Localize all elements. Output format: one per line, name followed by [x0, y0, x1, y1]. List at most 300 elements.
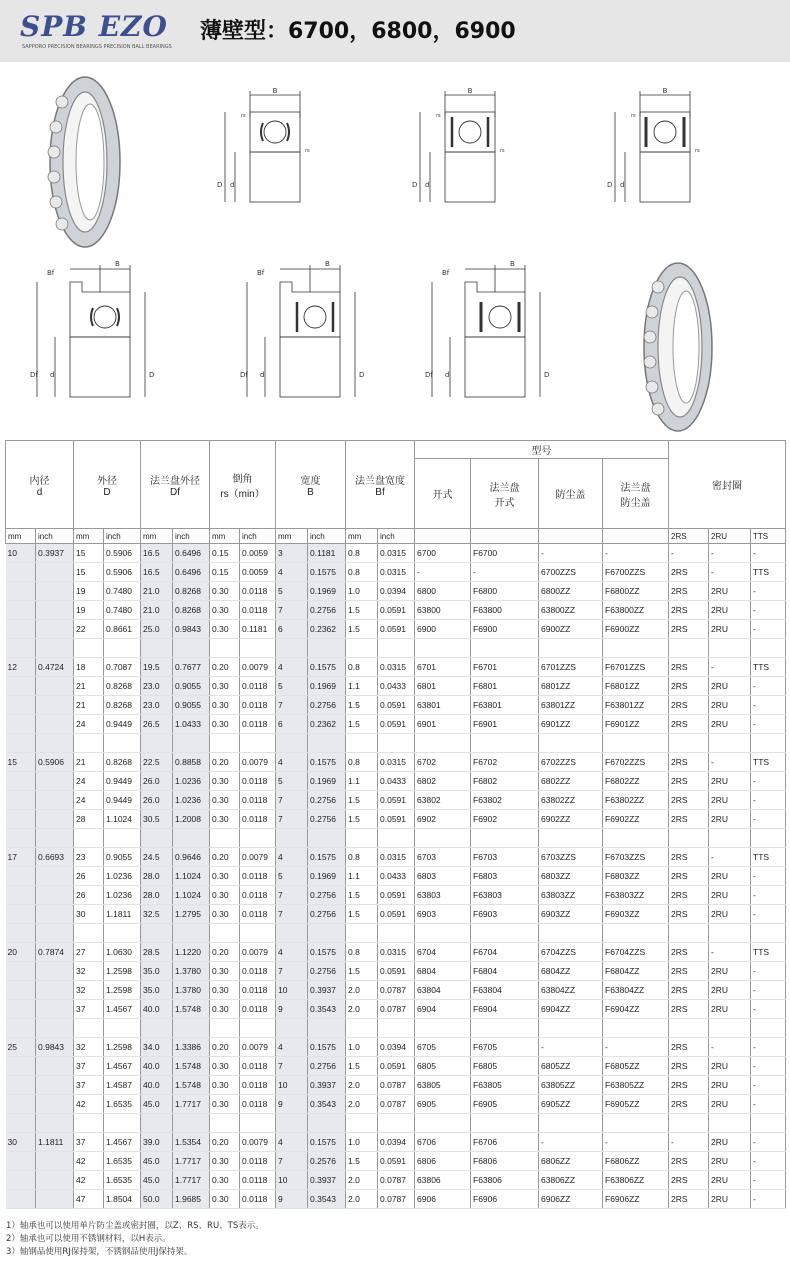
table-cell: 42: [74, 1152, 104, 1171]
table-cell: F6703: [471, 848, 539, 867]
table-cell: 5: [276, 772, 308, 791]
table-cell: 0.0591: [378, 810, 415, 829]
spacer-cell: [240, 1114, 276, 1133]
bore-mm-cell: [6, 1152, 36, 1171]
table-cell: 0.0118: [240, 601, 276, 620]
table-cell: 0.0118: [240, 715, 276, 734]
spacer-cell: [603, 734, 669, 753]
table-cell: -: [751, 886, 786, 905]
table-cell: F63802ZZ: [603, 791, 669, 810]
table-cell: 0.0591: [378, 791, 415, 810]
table-cell: 4: [276, 1038, 308, 1057]
table-cell: 0.8858: [173, 753, 210, 772]
table-cell: 0.15: [210, 563, 240, 582]
spacer-cell: [104, 1114, 141, 1133]
table-cell: 2RS: [669, 715, 709, 734]
col-header-seal: 密封圈: [669, 441, 786, 529]
bore-inch-cell: 0.3937: [36, 544, 74, 563]
table-cell: TTS: [751, 563, 786, 582]
spacer-cell: [415, 734, 471, 753]
table-cell: 16.5: [141, 544, 173, 563]
table-cell: 63803ZZ: [539, 886, 603, 905]
spacer-cell: [173, 1114, 210, 1133]
table-cell: 0.0118: [240, 677, 276, 696]
table-cell: 35.0: [141, 981, 173, 1000]
spacer-cell: [104, 829, 141, 848]
table-cell: 23.0: [141, 696, 173, 715]
table-cell: 21: [74, 677, 104, 696]
table-cell: 1.5: [346, 886, 378, 905]
col-header-Df: 法兰盘外径 Df: [141, 441, 210, 529]
table-cell: F63802: [471, 791, 539, 810]
spacer-cell: [36, 1114, 74, 1133]
unit-header: inch: [36, 529, 74, 544]
table-cell: F6903: [471, 905, 539, 924]
table-cell: 2RS: [669, 601, 709, 620]
table-cell: 0.0315: [378, 563, 415, 582]
table-cell: -: [751, 772, 786, 791]
table-cell: 0.7480: [104, 601, 141, 620]
table-cell: 19: [74, 601, 104, 620]
table-row: [6, 943, 786, 962]
table-cell: F6903ZZ: [603, 905, 669, 924]
spacer-cell: [6, 734, 36, 753]
table-cell: 6904ZZ: [539, 1000, 603, 1019]
table-cell: 2.0: [346, 1076, 378, 1095]
table-cell: 45.0: [141, 1171, 173, 1190]
table-cell: 24.5: [141, 848, 173, 867]
table-cell: TTS: [751, 848, 786, 867]
table-cell: 1.5: [346, 1152, 378, 1171]
table-cell: 0.30: [210, 867, 240, 886]
table-cell: 2RS: [669, 1171, 709, 1190]
spacer-cell: [74, 1019, 104, 1038]
table-row: [6, 563, 786, 582]
table-cell: -: [539, 1133, 603, 1152]
table-cell: 6903: [415, 905, 471, 924]
table-cell: 0.8268: [173, 582, 210, 601]
table-cell: 0.9055: [173, 677, 210, 696]
spacer-cell: [539, 1114, 603, 1133]
table-row: [6, 544, 786, 563]
table-cell: 6705: [415, 1038, 471, 1057]
table-cell: 7: [276, 696, 308, 715]
logo-wordmark: SPB EZO: [20, 10, 168, 43]
table-cell: 7: [276, 601, 308, 620]
spacer-cell: [6, 639, 36, 658]
table-cell: -: [751, 1038, 786, 1057]
table-cell: 40.0: [141, 1076, 173, 1095]
table-cell: 0.0079: [240, 943, 276, 962]
svg-text:Bf: Bf: [442, 269, 450, 277]
table-cell: 6900ZZ: [539, 620, 603, 639]
table-cell: F6701: [471, 658, 539, 677]
table-cell: -: [751, 1152, 786, 1171]
bore-inch-cell: [36, 1152, 74, 1171]
table-cell: 6805: [415, 1057, 471, 1076]
table-cell: F63800: [471, 601, 539, 620]
table-cell: -: [751, 696, 786, 715]
table-row: [6, 1095, 786, 1114]
table-cell: 0.9055: [173, 696, 210, 715]
footnotes: [6, 1220, 264, 1259]
spacer-cell: [141, 734, 173, 753]
table-cell: 0.1575: [308, 658, 346, 677]
table-cell: 1.2598: [104, 1038, 141, 1057]
table-cell: 0.1181: [240, 620, 276, 639]
table-cell: 0.8268: [104, 677, 141, 696]
table-cell: 9: [276, 1190, 308, 1209]
table-cell: 28.0: [141, 886, 173, 905]
footnote: 3）轴钢品使用RJ保持架，不锈钢品使用J保持架。: [6, 1247, 193, 1257]
table-row: [6, 1133, 786, 1152]
spacer-cell: [471, 1114, 539, 1133]
spacer-cell: [378, 1019, 415, 1038]
bore-mm-cell: 12: [6, 658, 36, 677]
table-cell: 1.4587: [104, 1076, 141, 1095]
spacer-cell: [709, 829, 751, 848]
table-cell: 2RS: [669, 886, 709, 905]
table-cell: 22: [74, 620, 104, 639]
bore-inch-cell: [36, 1095, 74, 1114]
spacer-cell: [141, 924, 173, 943]
table-cell: 0.3937: [308, 1076, 346, 1095]
table-cell: 19.5: [141, 658, 173, 677]
table-cell: 63801: [415, 696, 471, 715]
table-cell: 0.2576: [308, 1152, 346, 1171]
bore-mm-cell: [6, 563, 36, 582]
table-row: [6, 810, 786, 829]
svg-text:Df: Df: [425, 371, 433, 379]
spacer-cell: [276, 734, 308, 753]
spacer-cell: [240, 639, 276, 658]
spacer-cell: [74, 829, 104, 848]
table-cell: 0.0394: [378, 1038, 415, 1057]
spacer-cell: [36, 734, 74, 753]
table-row: [6, 1057, 786, 1076]
table-cell: F63804: [471, 981, 539, 1000]
spacer-cell: [104, 639, 141, 658]
bore-mm-cell: [6, 886, 36, 905]
bore-inch-cell: [36, 1076, 74, 1095]
table-cell: 42: [74, 1171, 104, 1190]
table-cell: -: [751, 1000, 786, 1019]
group-spacer-row: [6, 1019, 786, 1038]
table-cell: 63800ZZ: [539, 601, 603, 620]
spacer-cell: [141, 1114, 173, 1133]
spacer-cell: [603, 1114, 669, 1133]
table-cell: 1.3780: [173, 981, 210, 1000]
svg-text:d: d: [260, 371, 265, 379]
bore-mm-cell: [6, 1190, 36, 1209]
table-cell: 0.3937: [308, 981, 346, 1000]
spacer-cell: [74, 924, 104, 943]
bore-inch-cell: [36, 620, 74, 639]
table-cell: 0.7677: [173, 658, 210, 677]
table-cell: 35.0: [141, 962, 173, 981]
spacer-cell: [210, 734, 240, 753]
table-cell: -: [669, 544, 709, 563]
svg-text:B: B: [272, 87, 278, 95]
spacer-cell: [751, 829, 786, 848]
table-cell: 2RS: [669, 810, 709, 829]
table-cell: 0.6496: [173, 544, 210, 563]
table-row: [6, 677, 786, 696]
spacer-cell: [173, 639, 210, 658]
table-cell: -: [751, 1133, 786, 1152]
table-cell: 2.0: [346, 1000, 378, 1019]
table-cell: 0.7480: [104, 582, 141, 601]
table-cell: 0.9449: [104, 791, 141, 810]
spacer-cell: [539, 734, 603, 753]
table-cell: F6900ZZ: [603, 620, 669, 639]
table-cell: 6905: [415, 1095, 471, 1114]
table-cell: 0.0118: [240, 772, 276, 791]
table-cell: 5: [276, 677, 308, 696]
table-cell: 0.0591: [378, 886, 415, 905]
spacer-cell: [669, 734, 709, 753]
table-cell: 7: [276, 810, 308, 829]
table-cell: F6902: [471, 810, 539, 829]
table-cell: 2RS: [669, 1076, 709, 1095]
table-cell: 0.3543: [308, 1190, 346, 1209]
table-cell: 0.7087: [104, 658, 141, 677]
table-cell: 1.0236: [104, 867, 141, 886]
table-cell: 0.0118: [240, 905, 276, 924]
spacer-cell: [346, 1114, 378, 1133]
table-cell: 0.15: [210, 544, 240, 563]
unit-header: mm: [276, 529, 308, 544]
table-cell: 0.0118: [240, 886, 276, 905]
bearing-photo-open: [30, 72, 125, 252]
spacer-cell: [104, 734, 141, 753]
table-cell: F6701ZZS: [603, 658, 669, 677]
bearing-drawings: [0, 62, 790, 437]
table-cell: 0.2756: [308, 810, 346, 829]
spacer-cell: [276, 1019, 308, 1038]
table-cell: 0.0118: [240, 1171, 276, 1190]
table-cell: 21: [74, 696, 104, 715]
table-cell: 1.1220: [173, 943, 210, 962]
table-cell: F6803ZZ: [603, 867, 669, 886]
spacer-cell: [210, 639, 240, 658]
table-cell: 0.0079: [240, 848, 276, 867]
table-cell: 2RU: [709, 905, 751, 924]
table-cell: -: [751, 1057, 786, 1076]
table-cell: 0.1181: [308, 544, 346, 563]
bore-mm-cell: 30: [6, 1133, 36, 1152]
table-cell: 6803: [415, 867, 471, 886]
spacer-cell: [346, 734, 378, 753]
spacer-cell: [346, 1019, 378, 1038]
table-cell: 0.3937: [308, 1171, 346, 1190]
table-cell: 18: [74, 658, 104, 677]
footnote: 1）轴承也可以使用单片防尘盖或密封圈，以Z、RS、RU、TS表示。: [6, 1221, 264, 1231]
svg-text:Bf: Bf: [47, 269, 55, 277]
table-cell: -: [751, 905, 786, 924]
spacer-cell: [36, 924, 74, 943]
table-cell: 45.0: [141, 1152, 173, 1171]
table-cell: -: [751, 1095, 786, 1114]
table-cell: 0.20: [210, 943, 240, 962]
table-cell: 63804: [415, 981, 471, 1000]
table-cell: 0.30: [210, 1000, 240, 1019]
table-cell: 1.0236: [173, 772, 210, 791]
bore-inch-cell: [36, 791, 74, 810]
table-cell: 0.2756: [308, 962, 346, 981]
spacer-cell: [6, 1114, 36, 1133]
table-cell: 0.8661: [104, 620, 141, 639]
col-header-flange-open: 法兰盘 开式: [471, 459, 539, 529]
bore-inch-cell: [36, 1000, 74, 1019]
col-header-Bf: 法兰盘宽度 Bf: [346, 441, 415, 529]
table-cell: 6802ZZ: [539, 772, 603, 791]
bore-inch-cell: 1.1811: [36, 1133, 74, 1152]
svg-text:d: d: [445, 371, 450, 379]
table-cell: -: [751, 544, 786, 563]
table-cell: 4: [276, 943, 308, 962]
table-cell: 37: [74, 1000, 104, 1019]
table-cell: 9: [276, 1095, 308, 1114]
bore-inch-cell: [36, 582, 74, 601]
table-cell: 24: [74, 791, 104, 810]
table-cell: 27: [74, 943, 104, 962]
table-cell: 63805: [415, 1076, 471, 1095]
table-cell: 1.0: [346, 582, 378, 601]
table-cell: -: [751, 1190, 786, 1209]
bore-mm-cell: 10: [6, 544, 36, 563]
table-cell: -: [751, 582, 786, 601]
table-cell: -: [709, 753, 751, 772]
bore-mm-cell: 15: [6, 753, 36, 772]
svg-text:d: d: [620, 181, 625, 189]
table-cell: 0.30: [210, 1095, 240, 1114]
table-cell: 28.5: [141, 943, 173, 962]
svg-text:d: d: [50, 371, 55, 379]
units-row: [6, 529, 786, 544]
svg-text:B: B: [325, 260, 330, 268]
svg-text:D: D: [149, 371, 155, 379]
table-cell: 2RU: [709, 1057, 751, 1076]
table-cell: -: [471, 563, 539, 582]
bore-inch-cell: [36, 981, 74, 1000]
spacer-cell: [751, 1114, 786, 1133]
col-header-rs: 倒角 rs（min）: [210, 441, 276, 529]
table-cell: 1.0: [346, 1038, 378, 1057]
spacer-cell: [36, 829, 74, 848]
table-row: [6, 886, 786, 905]
bore-inch-cell: [36, 905, 74, 924]
spacer-cell: [173, 924, 210, 943]
table-cell: 0.3543: [308, 1095, 346, 1114]
table-cell: 0.20: [210, 658, 240, 677]
table-cell: F63806ZZ: [603, 1171, 669, 1190]
table-cell: 1.5: [346, 905, 378, 924]
table-cell: F6700: [471, 544, 539, 563]
table-cell: 63801ZZ: [539, 696, 603, 715]
group-spacer-row: [6, 829, 786, 848]
spacer-cell: [173, 829, 210, 848]
table-cell: -: [415, 563, 471, 582]
svg-text:Df: Df: [30, 371, 38, 379]
table-cell: 1.5748: [173, 1076, 210, 1095]
table-cell: 0.0591: [378, 962, 415, 981]
bore-mm-cell: [6, 810, 36, 829]
table-cell: 0.8: [346, 943, 378, 962]
table-cell: 2RS: [669, 620, 709, 639]
spacer-cell: [603, 829, 669, 848]
table-cell: 2RU: [709, 715, 751, 734]
table-cell: 1.8504: [104, 1190, 141, 1209]
table-cell: 6900: [415, 620, 471, 639]
table-cell: 0.0079: [240, 658, 276, 677]
table-row: [6, 1152, 786, 1171]
table-cell: 63800: [415, 601, 471, 620]
table-cell: 0.30: [210, 772, 240, 791]
table-cell: F6900: [471, 620, 539, 639]
table-cell: 6801: [415, 677, 471, 696]
table-cell: 2RU: [709, 1171, 751, 1190]
table-row: [6, 981, 786, 1000]
table-cell: 0.30: [210, 696, 240, 715]
table-cell: 0.2756: [308, 601, 346, 620]
table-cell: 21.0: [141, 582, 173, 601]
table-cell: 3: [276, 544, 308, 563]
table-cell: 1.1: [346, 867, 378, 886]
spacer-cell: [471, 639, 539, 658]
spacer-cell: [104, 1019, 141, 1038]
page-title: 薄壁型：6700，6800，6900: [200, 19, 516, 44]
spacer-cell: [415, 829, 471, 848]
spacer-cell: [240, 734, 276, 753]
svg-text:rs: rs: [500, 148, 505, 154]
table-cell: 7: [276, 962, 308, 981]
table-cell: 0.8: [346, 848, 378, 867]
spacer-cell: [415, 1114, 471, 1133]
svg-text:rs: rs: [631, 113, 636, 119]
table-cell: 0.2756: [308, 696, 346, 715]
table-row: [6, 867, 786, 886]
footnote: 2）轴承也可以使用不锈钢材料，以H表示。: [6, 1234, 171, 1244]
table-cell: 0.0118: [240, 867, 276, 886]
table-cell: 28: [74, 810, 104, 829]
table-cell: 2RU: [709, 620, 751, 639]
table-cell: F6704: [471, 943, 539, 962]
unit-header: inch: [308, 529, 346, 544]
table-cell: 0.0591: [378, 1152, 415, 1171]
unit-header: 2RU: [709, 529, 751, 544]
spacer-cell: [308, 829, 346, 848]
table-cell: 0.0118: [240, 791, 276, 810]
spacer-cell: [415, 639, 471, 658]
table-row: [6, 620, 786, 639]
table-cell: 1.5: [346, 791, 378, 810]
table-cell: 6: [276, 715, 308, 734]
bore-mm-cell: [6, 1171, 36, 1190]
table-cell: 1.1024: [173, 867, 210, 886]
table-cell: 1.4567: [104, 1133, 141, 1152]
table-cell: 2.0: [346, 1171, 378, 1190]
table-cell: -: [709, 943, 751, 962]
table-cell: 6904: [415, 1000, 471, 1019]
table-cell: 2RU: [709, 772, 751, 791]
unit-header: inch: [240, 529, 276, 544]
spacer-cell: [709, 734, 751, 753]
table-cell: 0.30: [210, 620, 240, 639]
spacer-cell: [6, 829, 36, 848]
table-cell: 23: [74, 848, 104, 867]
spacer-cell: [751, 734, 786, 753]
